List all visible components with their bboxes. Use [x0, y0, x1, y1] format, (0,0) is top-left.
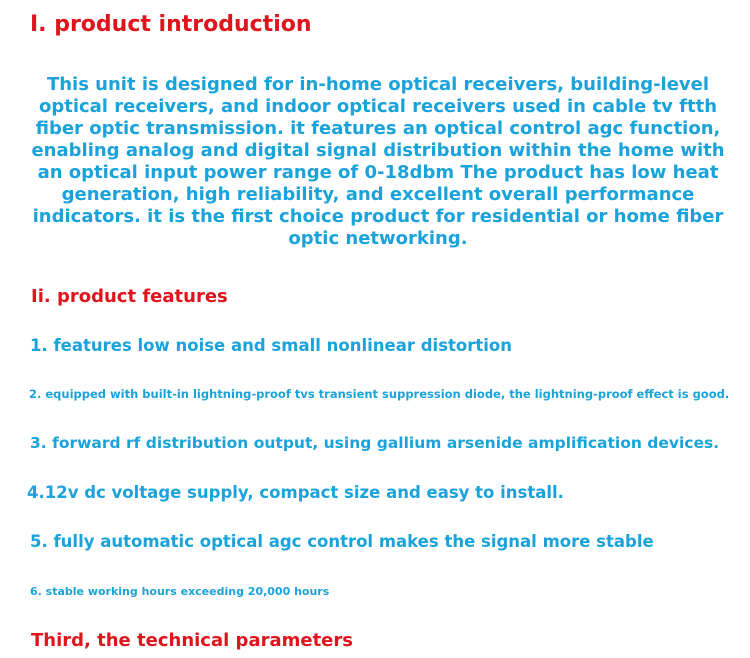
feature-item-4: 4.12v dc voltage supply, compact size and easy to install.: [27, 483, 564, 502]
product-introduction-text: This unit is designed for in-home optical receivers, building-level optical receivers, and indoor optical receivers used in cable tv ftth fiber optic transmission. it features an optical control agc function, enabling analog and digital signal distribution within the home with an optical input power range of 0-18dbm The product has low heat generation, high reliability, and excellent overall performance indicators. it is the first choice product for residential or home fiber optic networking.: [31, 74, 725, 249]
feature-item-5: 5. fully automatic optical agc control makes the signal more stable: [30, 532, 654, 551]
section-heading-introduction: I. product introduction: [30, 12, 312, 37]
section-heading-technical-parameters: Third, the technical parameters: [31, 630, 353, 651]
feature-item-2: 2. equipped with built-in lightning-proof tvs transient suppression diode, the lightning-proof effect is good.: [29, 387, 730, 401]
feature-item-6: 6. stable working hours exceeding 20,000 hours: [30, 585, 330, 598]
section-heading-features: Ii. product features: [31, 286, 228, 307]
feature-item-1: 1. features low noise and small nonlinear distortion: [30, 336, 513, 355]
feature-item-3: 3. forward rf distribution output, using gallium arsenide amplification devices.: [30, 434, 720, 452]
